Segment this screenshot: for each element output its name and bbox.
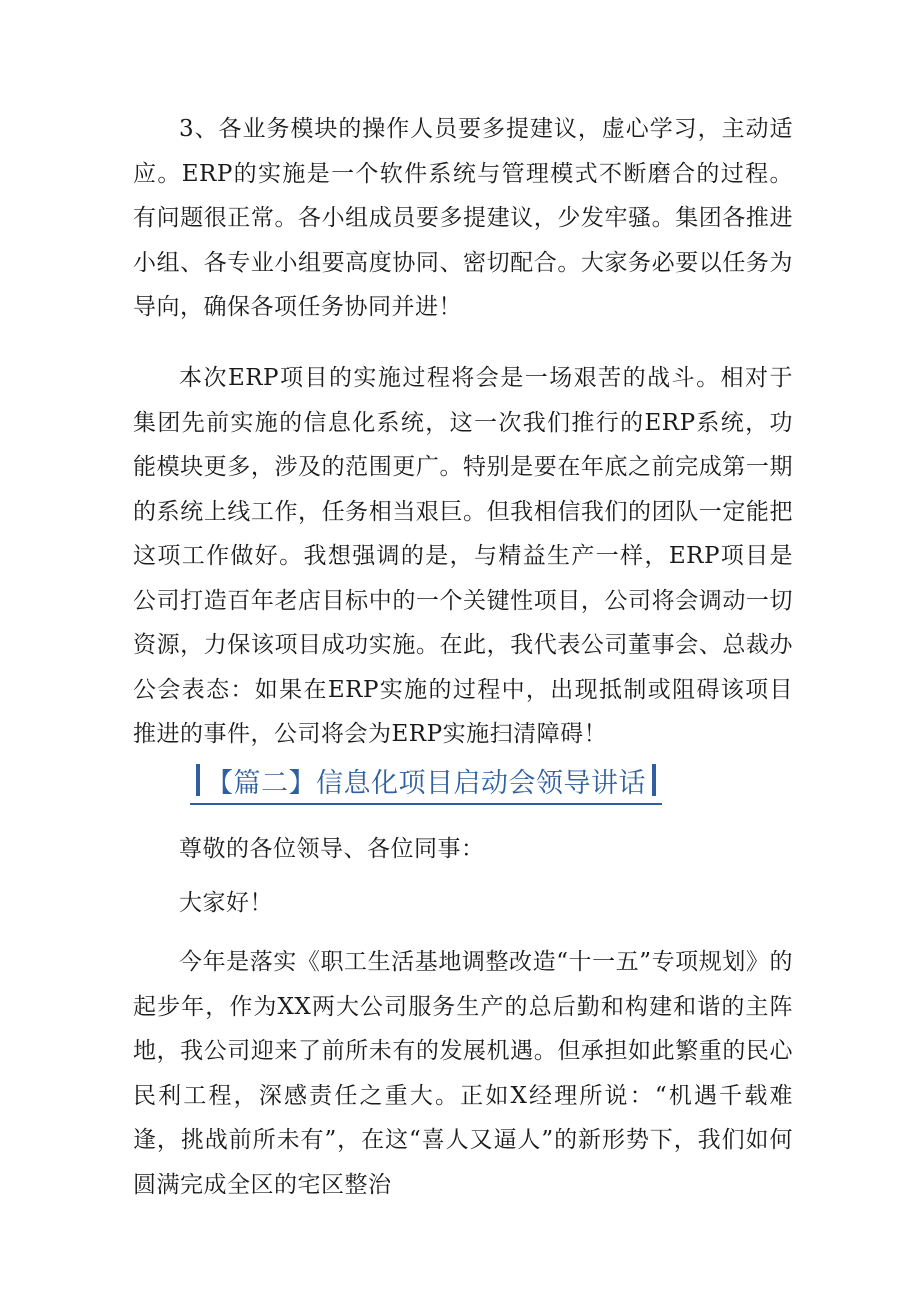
section-heading-text: 【篇二】信息化项目启动会领导讲话 [206,767,646,799]
greeting-line: 尊敬的各位领导、各位同事： [179,836,485,862]
paragraph-development-opportunity: 今年是落实《职工生活基地调整改造“十一五”专项规划》的起步年，作为XX两大公司服务生产的总后勤和构建和谐的主阵地，我公司迎来了前所未有的发展机遇。但承担如此繁重的民心民利工程，深感责任之重大。正如X经理所说：“机遇千载难逢，挑战前所未有”，在这“喜人又逼人”的新形势下，我们如何圆满完成全区的宅区整治 [133,949,793,1198]
heading-left-bar [196,764,200,796]
hello-line: 大家好！ [179,890,273,916]
heading-right-bar [652,764,656,796]
paragraph-erp-implementation: 本次ERP项目的实施过程将会是一场艰苦的战斗。相对于集团先前实施的信息化系统，这一次我们推行的ERP系统，功能模块更多，涉及的范围更广。特别是要在年底之前完成第一期的系统上线工作，任务相当艰巨。但我相信我们的团队一定能把这项工作做好。我想强调的是，与精益生产一样，ERP项目是公司打造百年老店目标中的一个关键性项目，公司将会调动一切资源，力保该项目成功实施。在此，我代表公司董事会、总裁办公会表态：如果在ERP实施的过程中，出现抵制或阻碍该项目推进的事件，公司将会为ERP实施扫清障碍！ [133,365,793,747]
section-heading[interactable] [190,758,662,805]
paragraph-erp-operators: 3、各业务模块的操作人员要多提建议，虚心学习，主动适应。ERP的实施是一个软件系统与管理模式不断磨合的过程。有问题很正常。各小组成员要多提建议，少发牢骚。集团各推进小组、各专业小组要高度协同、密切配合。大家务必要以任务为导向，确保各项任务协同并进！ [133,116,793,320]
